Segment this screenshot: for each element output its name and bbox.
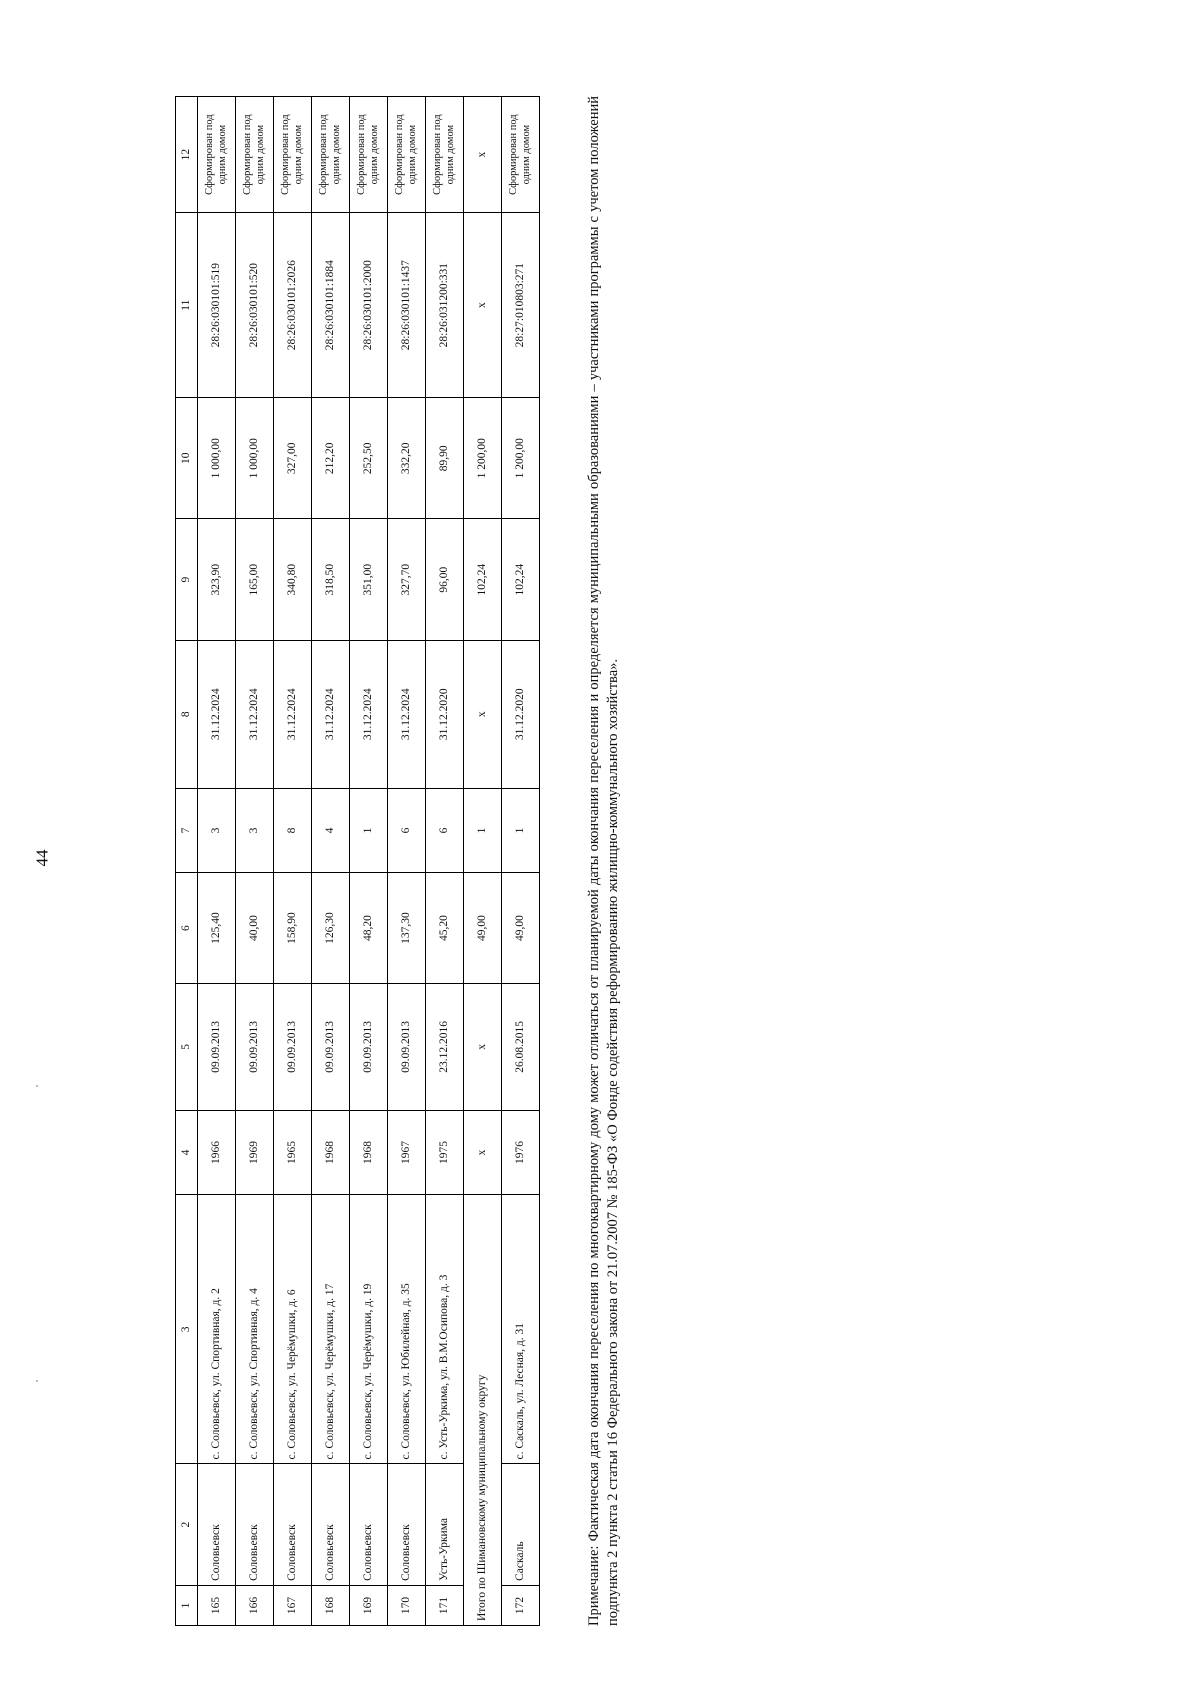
table-cell: 40,00 [236, 873, 274, 984]
table-cell: 1 000,00 [236, 398, 274, 519]
table-cell: 158,90 [274, 873, 312, 984]
column-header: 9 [176, 519, 198, 640]
table-cell: 31.12.2024 [198, 640, 236, 788]
table-row [236, 97, 274, 1626]
resettlement-table [175, 96, 540, 1626]
column-header: 7 [176, 788, 198, 872]
table-cell: 09.09.2013 [236, 984, 274, 1111]
footnote: Примечание: Фактическая дата окончания переселения по многоквартирному дому может отличаться от планируемой даты окончания переселения и определяется муниципальными образованиями – участниками программы с учетом положений подпункта 2 пункта 2 статьи 16 Федерального закона от 21.07.2007 № 185-ФЗ «О Фонде содействия реформированию жилищно-коммунального хозяйства». [586, 96, 622, 1626]
table-cell: 31.12.2020 [426, 640, 464, 788]
table-cell: 09.09.2013 [274, 984, 312, 1111]
table-cell: 165 [198, 1585, 236, 1625]
table-cell: 49,00 [464, 873, 502, 984]
table-cell: Сформирован под одним домом [426, 97, 464, 213]
table-cell: 31.12.2024 [350, 640, 388, 788]
table-cell: Соловьевск [312, 1464, 350, 1585]
table-cell: Сформирован под одним домом [388, 97, 426, 213]
table-cell: 1965 [274, 1110, 312, 1194]
column-header: 6 [176, 873, 198, 984]
table-cell: 351,00 [350, 519, 388, 640]
table-cell: 167 [274, 1585, 312, 1625]
table-cell: 172 [502, 1585, 540, 1625]
column-header: 4 [176, 1110, 198, 1194]
table-cell: 28:26:030101:2026 [274, 213, 312, 398]
table-cell: x [464, 97, 502, 213]
table-cell: с. Соловьевск, ул. Юбилейная, д. 35 [388, 1195, 426, 1464]
table-cell: 126,30 [312, 873, 350, 984]
table-cell: 1 [464, 788, 502, 872]
column-header: 10 [176, 398, 198, 519]
table-cell: 8 [274, 788, 312, 872]
table-cell: 125,40 [198, 873, 236, 984]
table-cell: 327,70 [388, 519, 426, 640]
table-cell: x [464, 1110, 502, 1194]
table-cell: 137,30 [388, 873, 426, 984]
column-number-row [176, 97, 198, 1626]
table-cell: 49,00 [502, 873, 540, 984]
table-row [502, 97, 540, 1626]
table-cell: 1 [502, 788, 540, 872]
table-cell: с. Усть-Уркима, ул. В.М.Осипова, д. 3 [426, 1195, 464, 1464]
table-cell: 1975 [426, 1110, 464, 1194]
column-header: 5 [176, 984, 198, 1111]
table-cell: 4 [312, 788, 350, 872]
table-row [198, 97, 236, 1626]
table-cell: Сформирован под одним домом [312, 97, 350, 213]
table-cell: 168 [312, 1585, 350, 1625]
rotated-page-content [0, 66, 1200, 1706]
table-cell: 327,00 [274, 398, 312, 519]
table-cell: 09.09.2013 [388, 984, 426, 1111]
page-number: 44 [32, 849, 52, 867]
table-cell: 26.08.2015 [502, 984, 540, 1111]
table-cell: 1968 [312, 1110, 350, 1194]
table-cell: Сформирован под одним домом [502, 97, 540, 213]
table-cell: 171 [426, 1585, 464, 1625]
table-row [350, 97, 388, 1626]
table-cell: 102,24 [502, 519, 540, 640]
table-cell: 23.12.2016 [426, 984, 464, 1111]
column-header: 8 [176, 640, 198, 788]
table-cell: Сформирован под одним домом [236, 97, 274, 213]
table-cell: 28:26:030101:2000 [350, 213, 388, 398]
table-cell: Сформирован под одним домом [198, 97, 236, 213]
table-cell: 28:26:030101:519 [198, 213, 236, 398]
table-cell: 165,00 [236, 519, 274, 640]
table-cell: 6 [426, 788, 464, 872]
table-cell: 31.12.2024 [388, 640, 426, 788]
table-cell: 6 [388, 788, 426, 872]
table-cell: 31.12.2024 [274, 640, 312, 788]
table-cell: 09.09.2013 [198, 984, 236, 1111]
table-cell: 31.12.2024 [236, 640, 274, 788]
table-cell: 1968 [350, 1110, 388, 1194]
table-cell: 1 000,00 [198, 398, 236, 519]
table-cell: 96,00 [426, 519, 464, 640]
table-cell: 166 [236, 1585, 274, 1625]
table-cell: 89,90 [426, 398, 464, 519]
column-header: 1 [176, 1585, 198, 1625]
column-header: 2 [176, 1464, 198, 1585]
table-cell: с. Соловьевск, ул. Спортивная, д. 2 [198, 1195, 236, 1464]
table-cell: 28:26:030101:520 [236, 213, 274, 398]
column-header: 11 [176, 213, 198, 398]
table-cell: 1 200,00 [464, 398, 502, 519]
table-row [388, 97, 426, 1626]
table-cell: 318,50 [312, 519, 350, 640]
table-cell: с. Саскаль, ул. Лесная, д. 31 [502, 1195, 540, 1464]
table-cell: Соловьевск [350, 1464, 388, 1585]
table-cell: с. Соловьевск, ул. Черёмушки, д. 6 [274, 1195, 312, 1464]
column-header: 12 [176, 97, 198, 213]
table-cell: 1969 [236, 1110, 274, 1194]
table-cell: Соловьевск [388, 1464, 426, 1585]
table-cell: Итого по Шимановскому муниципальному округу [464, 1195, 502, 1626]
table-cell: 28:27:010803:271 [502, 213, 540, 398]
table-cell: Сформирован под одним домом [350, 97, 388, 213]
table-cell: 1966 [198, 1110, 236, 1194]
table-cell: 1967 [388, 1110, 426, 1194]
table-cell: Саскаль [502, 1464, 540, 1585]
table-cell: с. Соловьевск, ул. Черёмушки, д. 19 [350, 1195, 388, 1464]
table-cell: 252,50 [350, 398, 388, 519]
table-cell: 212,20 [312, 398, 350, 519]
table-cell: 28:26:031200:331 [426, 213, 464, 398]
table-row [312, 97, 350, 1626]
table-cell: 48,20 [350, 873, 388, 984]
table-cell: 31.12.2020 [502, 640, 540, 788]
table-cell: 170 [388, 1585, 426, 1625]
table-cell: 45,20 [426, 873, 464, 984]
table-cell: 332,20 [388, 398, 426, 519]
table-cell: Соловьевск [274, 1464, 312, 1585]
table-cell: 09.09.2013 [350, 984, 388, 1111]
table-cell: 1 200,00 [502, 398, 540, 519]
column-header: 3 [176, 1195, 198, 1464]
table-body [198, 97, 540, 1626]
table-cell: x [464, 213, 502, 398]
table-cell: x [464, 984, 502, 1111]
table-cell: 169 [350, 1585, 388, 1625]
table-cell: Соловьевск [198, 1464, 236, 1585]
table-cell: 340,80 [274, 519, 312, 640]
table-cell: x [464, 640, 502, 788]
table-cell: с. Соловьевск, ул. Черёмушки, д. 17 [312, 1195, 350, 1464]
table-cell: 31.12.2024 [312, 640, 350, 788]
table-cell: 323,90 [198, 519, 236, 640]
table-cell: 1 [350, 788, 388, 872]
table-cell: 3 [198, 788, 236, 872]
table-cell: Соловьевск [236, 1464, 274, 1585]
table-cell: 1976 [502, 1110, 540, 1194]
table-row [274, 97, 312, 1626]
table-row [426, 97, 464, 1626]
total-row [464, 97, 502, 1626]
table-cell: Усть-Уркима [426, 1464, 464, 1585]
table-cell: Сформирован под одним домом [274, 97, 312, 213]
table-cell: с. Соловьевск, ул. Спортивная, д. 4 [236, 1195, 274, 1464]
table-cell: 28:26:030101:1884 [312, 213, 350, 398]
table-cell: 3 [236, 788, 274, 872]
table-cell: 09.09.2013 [312, 984, 350, 1111]
table-cell: 28:26:030101:1437 [388, 213, 426, 398]
table-cell: 102,24 [464, 519, 502, 640]
